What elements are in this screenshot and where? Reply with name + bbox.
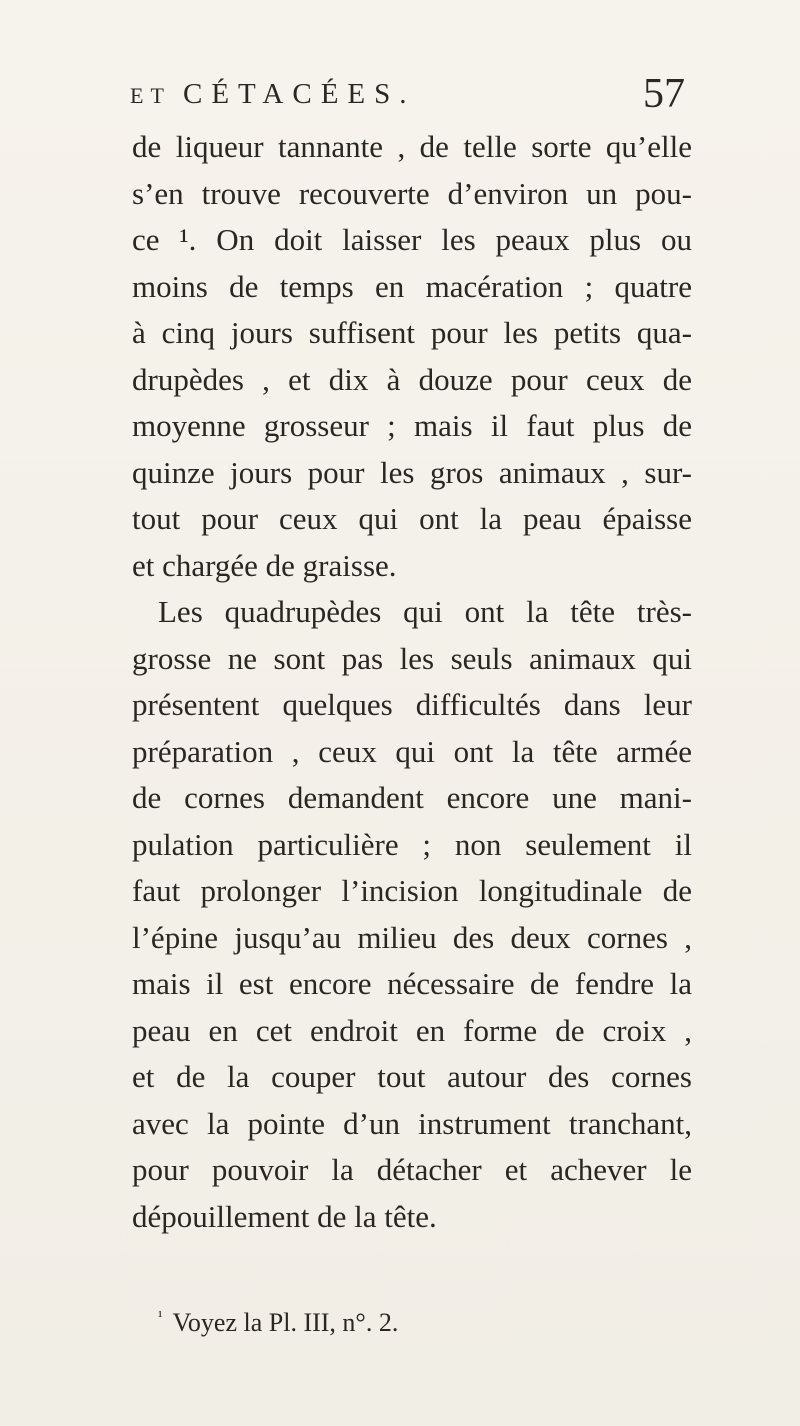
text-line: et chargée de graisse. bbox=[132, 547, 397, 583]
text-line: moyenne grosseur ; mais il faut plus de bbox=[132, 408, 692, 443]
text-line: faut prolonger l’incision longitudinale de bbox=[132, 873, 692, 908]
text-line: avec la pointe d’un instrument tranchant, bbox=[132, 1105, 692, 1141]
text-line: pour pouvoir la détacher et achever le bbox=[132, 1152, 692, 1187]
text-line: présentent quelques difficultés dans leur bbox=[132, 687, 692, 722]
running-title-prefix: ET bbox=[130, 83, 183, 108]
text-line: quinze jours pour les gros animaux , sur- bbox=[132, 454, 692, 490]
body-text bbox=[132, 124, 692, 1240]
text-line: tout pour ceux qui ont la peau épaisse bbox=[132, 501, 692, 536]
text-line: et de la couper tout autour des cornes bbox=[132, 1059, 692, 1094]
running-title bbox=[130, 78, 416, 111]
text-line: pulation particulière ; non seulement il bbox=[132, 826, 692, 862]
text-line: moins de temps en macération ; quatre bbox=[132, 268, 692, 304]
text-line: de liqueur tannante , de telle sorte qu’elle bbox=[132, 129, 692, 164]
text-line: grosse ne sont pas les seuls animaux qui bbox=[132, 640, 692, 676]
footnote-mark: ¹ bbox=[158, 1309, 163, 1326]
text-line: drupèdes , et dix à douze pour ceux de bbox=[132, 361, 692, 397]
page-number: 57 bbox=[643, 71, 685, 117]
text-line: à cinq jours suffisent pour les petits qua- bbox=[132, 315, 692, 350]
text-line: dépouillement de la tête. bbox=[132, 1198, 437, 1234]
running-title-main: CÉTACÉES. bbox=[182, 78, 416, 110]
footnote bbox=[158, 1308, 698, 1338]
text-line: peau en cet endroit en forme de croix , bbox=[132, 1012, 692, 1048]
text-line: mais il est encore nécessaire de fendre la bbox=[132, 966, 692, 1001]
text-line: s’en trouve recouverte d’environ un pou- bbox=[132, 175, 692, 211]
page-header bbox=[130, 70, 685, 130]
footnote-text: Voyez la Pl. III, n°. 2. bbox=[172, 1308, 399, 1337]
text-line: l’épine jusqu’au milieu des deux cornes , bbox=[132, 919, 692, 955]
text-line: Les quadrupèdes qui ont la tête très- bbox=[158, 594, 692, 629]
text-line: préparation , ceux qui ont la tête armée bbox=[132, 733, 692, 769]
text-line: ce ¹. On doit laisser les peaux plus ou bbox=[132, 222, 692, 257]
text-line: de cornes demandent encore une mani- bbox=[132, 780, 692, 815]
